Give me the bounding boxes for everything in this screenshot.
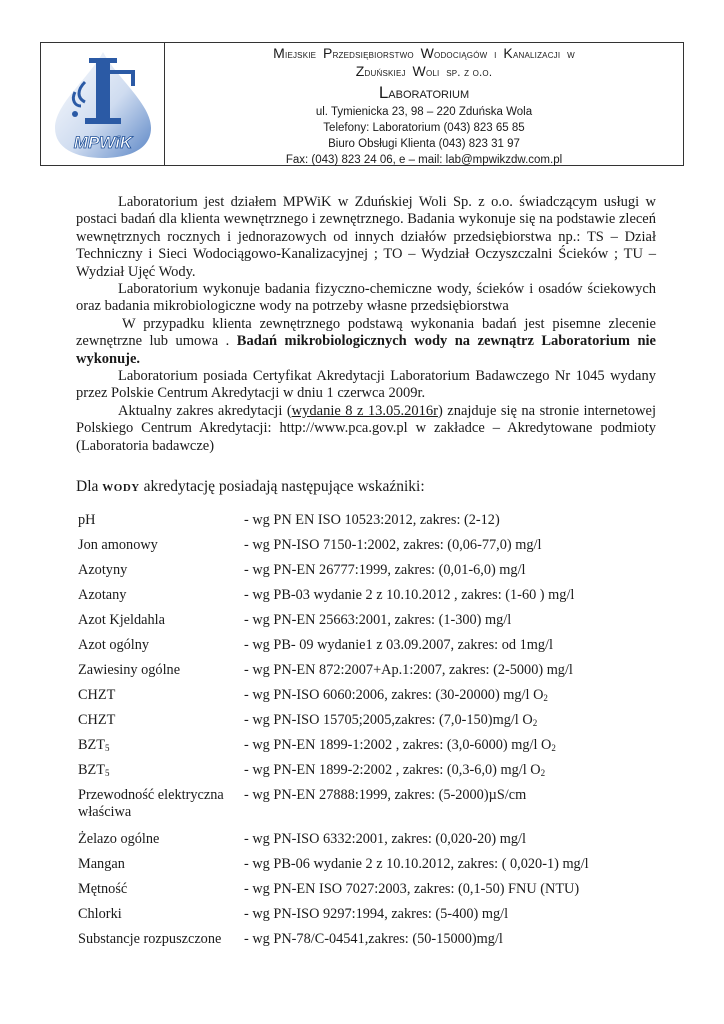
parameter-method: - wg PN-ISO 6060:2006, zakres: (30-20000) mg/l $O_2$ — [244, 687, 548, 703]
parameter-row — [74, 856, 668, 881]
parameter-name: CHZT — [78, 687, 116, 703]
parameter-name: Azot Kjeldahla — [78, 612, 165, 628]
parameter-name: $BZT_5$ — [78, 762, 110, 778]
parameter-method: - wg PN-78/C-04541,zakres: (50-15000)mg/l — [244, 931, 503, 947]
parameter-name: Azotany — [78, 587, 127, 603]
parameter-row — [74, 587, 668, 612]
parameter-method: - wg PN-EN 25663:2001, zakres: (1-300) mg/l — [244, 612, 512, 628]
parameter-row — [74, 662, 668, 687]
parameter-row — [74, 931, 668, 956]
parameter-method: - wg PB-06 wydanie 2 z 10.10.2012, zakres: ( 0,020-1) mg/l — [244, 856, 589, 872]
parameter-method: - wg PN-ISO 9297:1994, zakres: (5-400) mg/l — [244, 906, 509, 922]
phone-lab: Telefony: Laboratorium (043) 823 65 85 — [323, 122, 525, 134]
parameter-name: $BZT_5$ — [78, 737, 110, 753]
parameter-method: - wg PB-03 wydanie 2 z 10.10.2012 , zakres: (1-60 ) mg/l — [244, 587, 575, 603]
parameter-row — [74, 612, 668, 637]
parameter-row — [74, 831, 668, 856]
address: ul. Tymienicka 23, 98 – 220 Zduńska Wola — [315, 106, 533, 118]
org-name-line1: Miejskie Przedsiębiorstwo Wodociągów i Kanalizacji w — [273, 45, 575, 61]
mpwik-logo-icon — [47, 48, 159, 160]
parameter-method: - wg PN-EN 26777:1999, zakres: (0,01-6,0) mg/l — [244, 562, 526, 578]
parameter-method: - wg PN-EN 1899-1:2002 , zakres: (3,0-6000) mg/l $O_2$ — [244, 737, 556, 753]
parameter-name: Mętność — [78, 881, 128, 897]
logo — [41, 43, 165, 165]
paragraph-4: Laboratorium posiada Certyfikat Akredytacji Laboratorium Badawczego Nr 1045 wydany przez Polskie Centrum Akredytacji w dniu 1 czerwca 2009r. — [76, 368, 656, 402]
parameter-method: - wg PN-EN 1899-2:2002 , zakres: (0,3-6,0) mg/l $O_2$ — [244, 762, 546, 778]
parameter-row — [74, 637, 668, 662]
letterhead — [40, 42, 684, 166]
parameter-method: - wg PN-ISO 7150-1:2002, zakres: (0,06-77,0) mg/l — [244, 537, 542, 553]
paragraph-2: Laboratorium wykonuje badania fizyczno-chemiczne wody, ścieków i osadów ściekowych oraz badania mikrobiologiczne wody na potrzeby własne przedsiębiorstwa — [76, 281, 656, 315]
parameter-method: - wg PN-EN ISO 7027:2003, zakres: (0,1-50) FNU (NTU) — [244, 881, 580, 897]
fax-email: Fax: (043) 823 24 06, e – mail: lab@mpwikzdw.com.pl — [285, 154, 563, 166]
phone-office: Biuro Obsługi Klienta (043) 823 31 97 — [328, 138, 520, 150]
parameter-name: Azot ogólny — [78, 637, 150, 653]
parameter-row — [74, 881, 668, 906]
letterhead-text — [165, 43, 683, 165]
lab-title: Laboratorium — [378, 83, 470, 102]
parameter-row — [74, 787, 668, 831]
parameter-method: - wg PN-EN 27888:1999, zakres: (5-2000)µS/cm — [244, 787, 527, 803]
org-name-line2: Zduńskiej Woli sp. z o.o. — [355, 63, 493, 79]
parameter-name: Jon amonowy — [78, 537, 158, 553]
parameters-intro: Dla WODY akredytację posiadają następujące wskaźniki: — [76, 478, 425, 495]
parameter-name: pH — [78, 512, 96, 528]
svg-text:MPWiK: MPWiK — [73, 133, 132, 152]
paragraph-5: Aktualny zakres akredytacji (wydanie 8 z 13.05.2016r) znajduje się na stronie internetowej Polskiego Centrum Akredytacji: http://www.pca.gov.pl w zakładce – Akredytowane podmioty (Laboratoria badawcze) — [76, 402, 656, 454]
parameter-name: Substancje rozpuszczone — [78, 931, 222, 947]
parameter-method: - wg PB- 09 wydanie1 z 03.09.2007, zakres: od 1mg/l — [244, 637, 553, 653]
parameter-row — [74, 712, 668, 737]
parameters-table — [74, 512, 668, 956]
accreditation-edition-link[interactable]: wydanie 8 z 13.05.2016r — [291, 402, 438, 419]
paragraph-3: W przypadku klienta zewnętrznego podstawą wykonania badań jest pisemne zlecenie zewnętrzne lub umowa . Badań mikrobiologicznych wody na zewnątrz Laboratorium nie wykonuje. — [76, 315, 656, 367]
paragraph-1: Laboratorium jest działem MPWiK w Zduńskiej Woli Sp. z o.o. świadczącym usługi w postaci badań dla klienta wewnętrznego i zewnętrznego. Badania wykonuje się na podstawie zleceń wewnętrznych rocznych i jednorazowych od innych działów przedsiębiorstwa np.: TS – Dział Techniczny i Sieci Wodociągowo-Kanalizacyjnej ; TO – Wydział Oczyszczalni Ścieków ; TU – Wydział Ujęć Wody. — [76, 194, 656, 280]
parameter-name: Mangan — [78, 856, 125, 872]
parameter-row — [74, 737, 668, 762]
parameter-row — [74, 562, 668, 587]
parameter-name: Przewodność elektryczna właściwa — [78, 787, 224, 820]
parameter-method: - wg PN EN ISO 10523:2012, zakres: (2-12) — [244, 512, 500, 528]
parameter-row — [74, 906, 668, 931]
parameter-row — [74, 537, 668, 562]
parameter-method: - wg PN-ISO 6332:2001, zakres: (0,020-20) mg/l — [244, 831, 526, 847]
parameter-name: Chlorki — [78, 906, 122, 922]
parameter-name: CHZT — [78, 712, 116, 728]
parameter-name: Żelazo ogólne — [78, 831, 160, 847]
parameter-row — [74, 512, 668, 537]
parameter-row — [74, 687, 668, 712]
parameter-row — [74, 762, 668, 787]
parameter-method: - wg PN-EN 872:2007+Ap.1:2007, zakres: (2-5000) mg/l — [244, 662, 573, 678]
parameter-name: Zawiesiny ogólne — [78, 662, 181, 678]
intro-text — [76, 194, 656, 455]
parameter-name: Azotyny — [78, 562, 128, 578]
parameter-method: - wg PN-ISO 15705;2005,zakres: (7,0-150)mg/l $O_2$ — [244, 712, 538, 728]
